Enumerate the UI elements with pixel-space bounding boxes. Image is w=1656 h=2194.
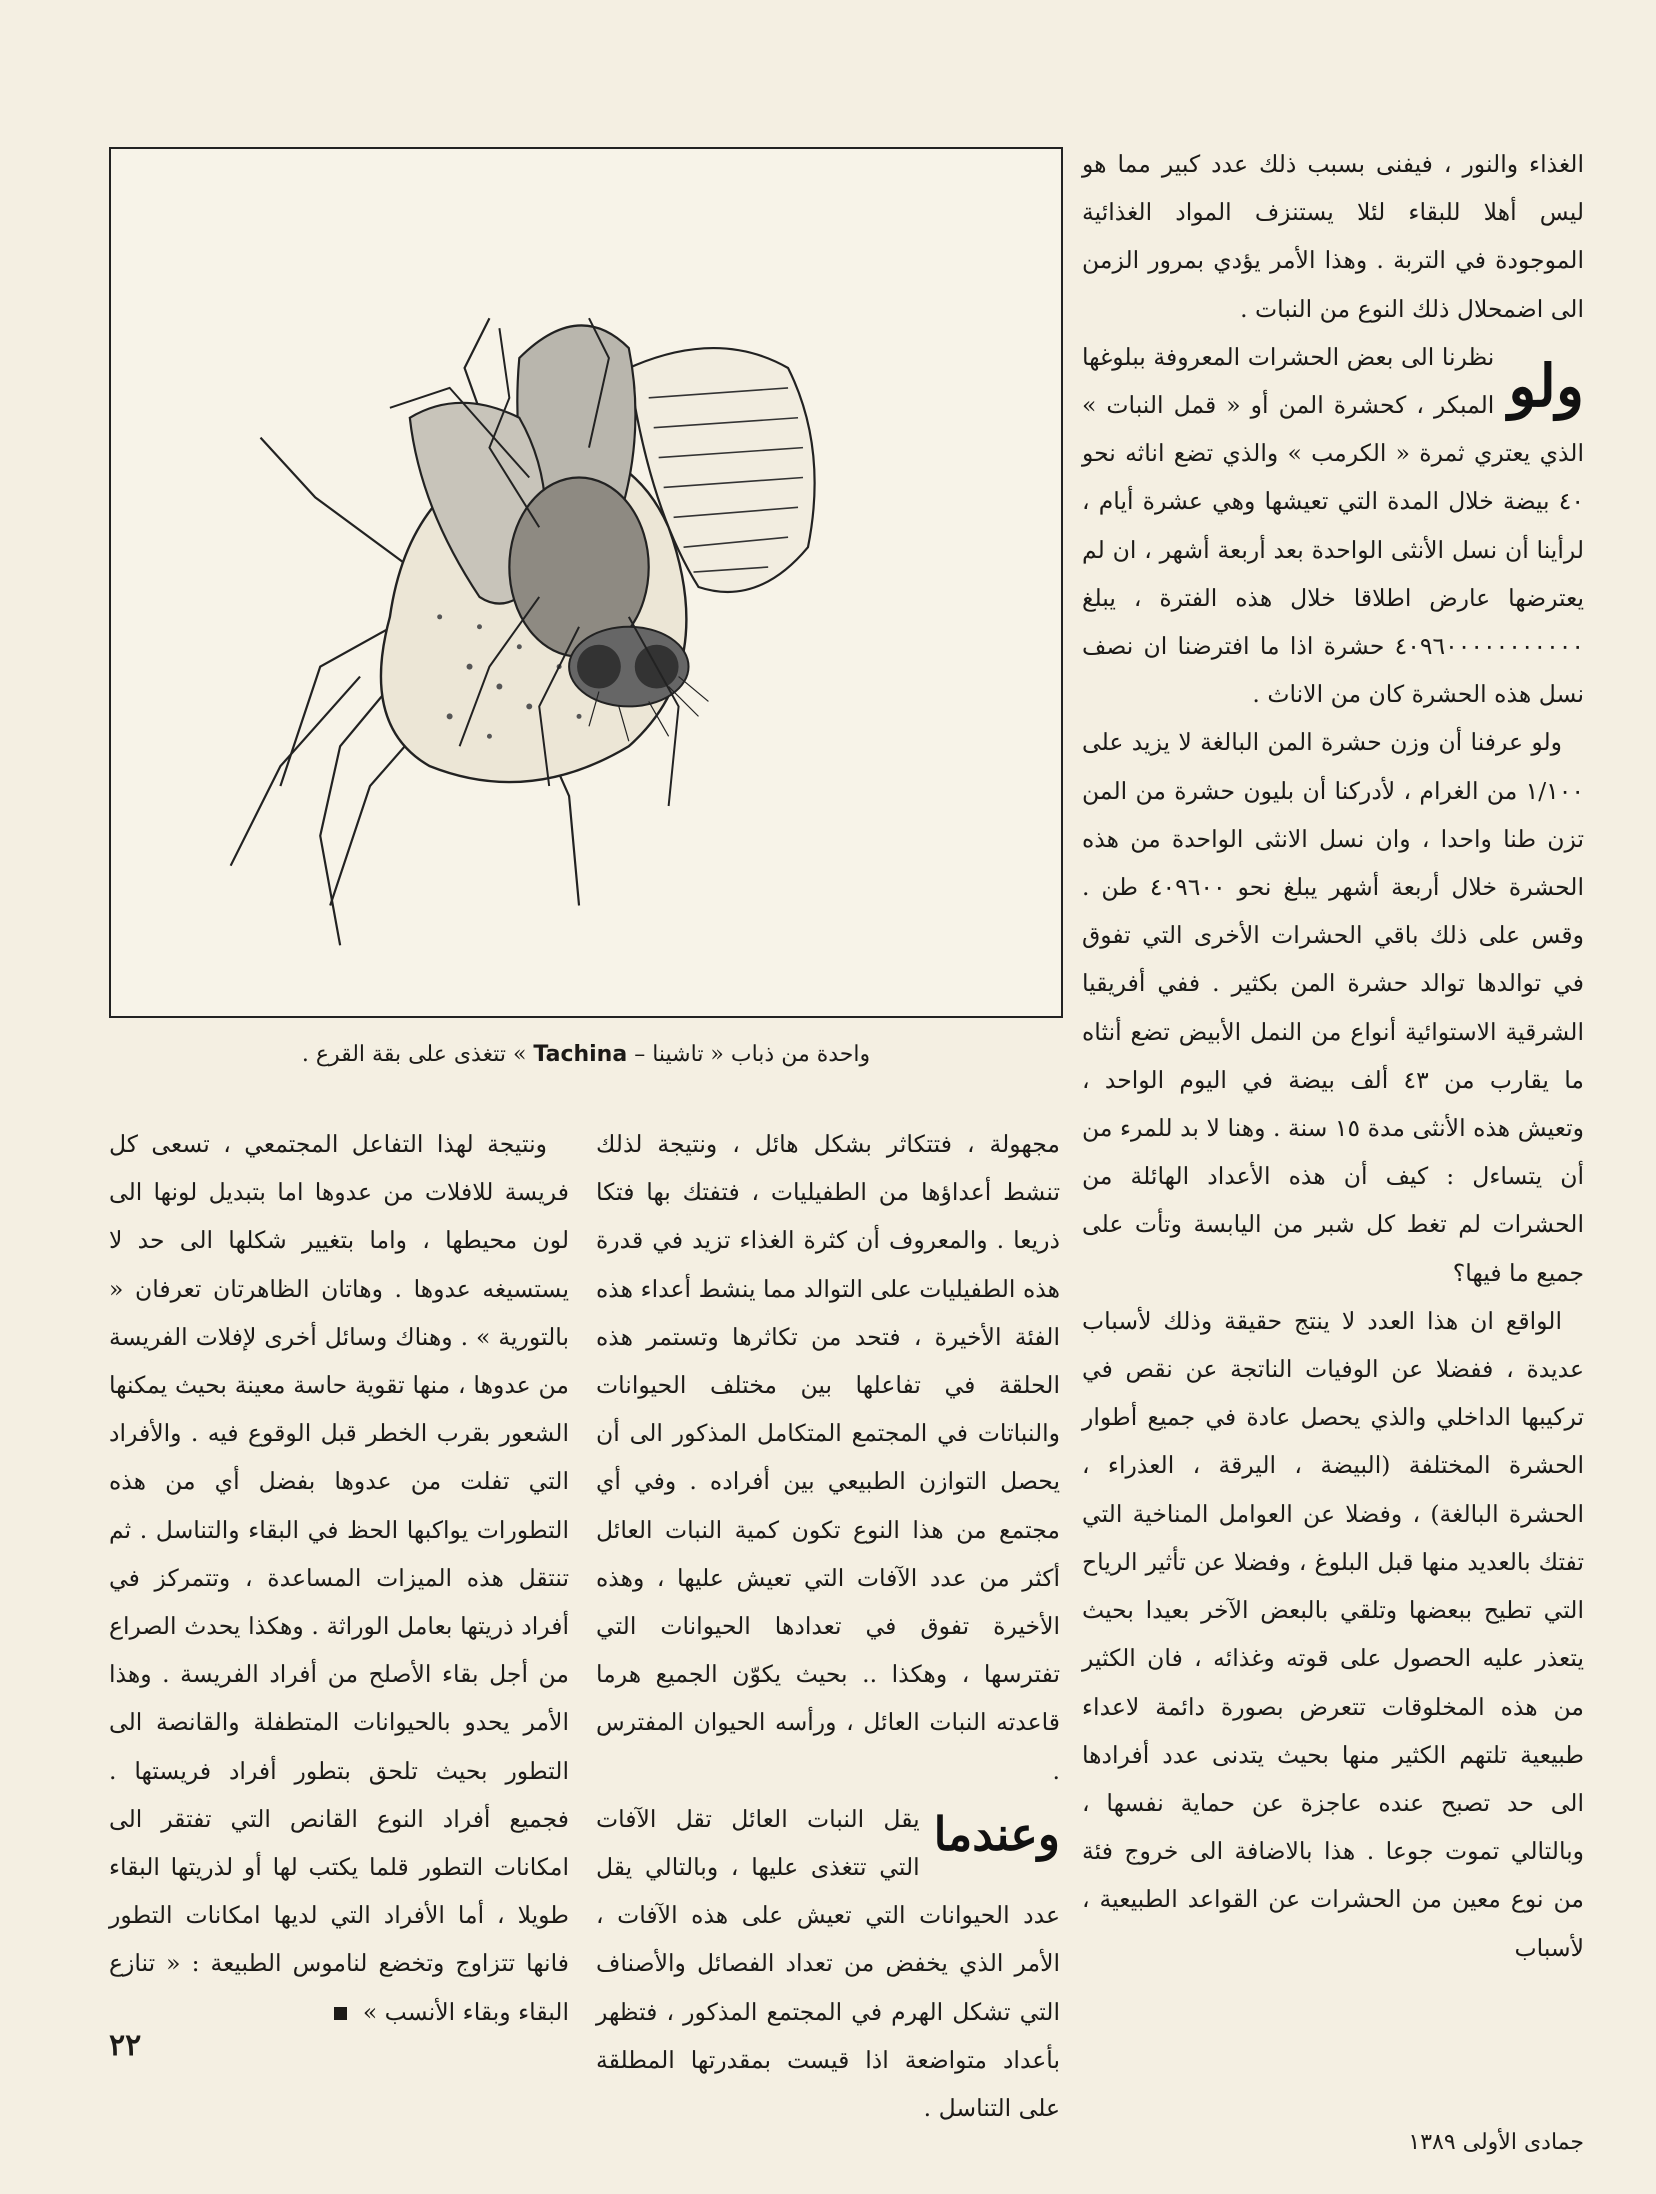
illustration-frame (109, 147, 1063, 1018)
paragraph-with-dropcap (1082, 333, 1584, 719)
caption-text-arabic-end: » تتغذى على بقة القرع . (301, 1042, 527, 1067)
middle-column (596, 1120, 1060, 2123)
page-number: ٢٢ (109, 2028, 142, 2063)
figure-caption (109, 1040, 1063, 1070)
left-column (109, 1120, 569, 2060)
paragraph-with-dropcap (596, 1795, 1060, 2132)
issue-date: جمادى الأولى ١٣٨٩ (1408, 2130, 1584, 2155)
paragraph: الواقع ان هذا العدد لا ينتج حقيقة وذلك لأسباب عديدة ، ففضلا عن الوفيات الناتجة عن نقص في تركيبها الداخلي والذي يحصل عادة في جميع أطوار الحشرة المختلفة (البيضة ، اليرقة ، العذراء ، الحشرة البالغة) ، وفضلا عن العوامل المناخية التي تفتك بالعديد منها قبل البلوغ ، وفضلا عن تأثير الرياح التي تطيح ببعضها وتلقي بالبعض الآخر بعيدا بحيث يتعذر عليه الحصول على قوته وغذائه ، فان الكثير من هذه المخلوقات تتعرض بصورة دائمة لاعداء طبيعية تلتهم الكثير منها بحيث يتدنى عدد أفرادها الى حد تصبح عنده عاجزة عن حماية نفسها ، وبالتالي تموت جوعا . هذا بالاضافة الى خروج فئة من نوع معين من الحشرات عن القواعد الطبيعية ، لأسباب (1082, 1306, 1584, 1962)
drop-cap-word: ولو (1508, 351, 1584, 420)
caption-text-arabic: واحدة من ذباب « تاشينا – (634, 1042, 871, 1067)
paragraph: مجهولة ، فتتكاثر بشكل هائل ، ونتيجة لذلك تنشط أعداؤها من الطفيليات ، فتفتك بها فتكا ذريعا . والمعروف أن كثرة الغذاء تزيد في قدرة هذه الطفيليات على التوالد مما ينشط أعداء هذه الفئة الأخيرة ، فتحد من تكاثرها وتستمر هذه الحلقة في تفاعلها بين مختلف الحيوانات والنباتات في المجتمع المتكامل المذكور الى أن يحصل التوازن الطبيعي بين أفراده . وفي أي مجتمع من هذا النوع تكون كمية النبات العائل أكثر من عدد الآفات التي تعيش عليها ، وهذه الأخيرة تفوق في تعدادها الحيوانات التي تفترسها ، وهكذا .. بحيث يكوّن الجميع هرما قاعدته النبات العائل ، ورأسه الحيوان المفترس . (596, 1130, 1060, 1785)
paragraph-text: نظرنا الى بعض الحشرات المعروفة ببلوغها المبكر ، كحشرة المن أو « قمل النبات » الذي يعتري ثمرة « الكرمب » والذي تضع اناثه نحو ٤٠ بيضة خلال المدة التي تعيشها وهي عشرة أيام ، لرأينا أن نسل الأنثى الواحدة بعد أربعة أشهر ، ان لم يعترضها عارض اطلاقا خلال هذه الفترة ، يبلغ ٤٠٩٦٠٠٠٠٠٠٠٠٠٠٠ حشرة اذا ما افترضنا ان نصف نسل هذه الحشرة كان من الاناث . (1082, 342, 1584, 709)
end-of-article-mark (334, 2007, 347, 2020)
drop-cap-word: وعندما (933, 1806, 1060, 1861)
paragraph: ولو عرفنا أن وزن حشرة المن البالغة لا يزيد على ١/١٠٠ من الغرام ، لأدركنا أن بليون حشرة من المن تزن طنا واحدا ، وان نسل الانثى الواحدة من هذه الحشرة خلال أربعة أشهر يبلغ نحو ٤٠٩٦٠٠ طن . وقس على ذلك باقي الحشرات الأخرى التي تفوق في توالدها توالد حشرة المن بكثير . ففي أفريقيا الشرقية الاستوائية أنواع من النمل الأبيض تضع أنثاه ما يقارب من ٤٣ ألف بيضة في اليوم الواحد ، وتعيش هذه الأنثى مدة ١٥ سنة . وهنا لا بد للمرء من أن يتساءل : كيف أن هذه الأعداد الهائلة من الحشرات لم تغط كل شبر من اليابسة وتأت على جميع ما فيها؟ (1082, 728, 1584, 1287)
caption-latin-name: Tachina (533, 1042, 628, 1067)
right-column (1082, 140, 1584, 2060)
paragraph: الغذاء والنور ، فيفنى بسبب ذلك عدد كبير مما هو ليس أهلا للبقاء لئلا يستنزف المواد الغذائية الموجودة في التربة . وهذا الأمر يؤدي بمرور الزمن الى اضمحلال ذلك النوع من النبات . (1082, 150, 1584, 323)
paragraph-text: يقل النبات العائل تقل الآفات التي تتغذى عليها ، وبالتالي يقل عدد الحيوانات التي تعيش على هذه الآفات ، الأمر الذي يخفض من تعداد الفصائل والأصناف التي تشكل الهرم في المجتمع المذكور ، فتظهر بأعداد متواضعة اذا قيست بمقدرتها المطلقة على التناسل . (596, 1804, 1060, 2123)
tachina-fly-illustration (111, 149, 1061, 1016)
paragraph-text: ونتيجة لهذا التفاعل المجتمعي ، تسعى كل فريسة للافلات من عدوها اما بتبديل لونها الى لون محيطها ، واما بتغيير شكلها الى حد لا يستسيغه عدوها . وهاتان الظاهرتان تعرفان « بالتورية » . وهناك وسائل أخرى لإفلات الفريسة من عدوها ، منها تقوية حاسة معينة بحيث يمكنها الشعور بقرب الخطر قبل الوقوع فيه . والأفراد التي تفلت من عدوها بفضل أي من هذه التطورات يواكبها الحظ في البقاء والتناسل . ثم تنتقل هذه الميزات المساعدة ، وتتمركز في أفراد ذريتها بعامل الوراثة . وهكذا يحدث الصراع من أجل بقاء الأصلح من أفراد الفريسة . وهذا الأمر يحدو بالحيوانات المتطفلة والقانصة الى التطور بحيث تلحق بتطور أفراد فريستها . فجميع أفراد النوع القانص التي تفتقر الى امكانات التطور قلما يكتب لها أو لذريتها البقاء طويلا ، أما الأفراد التي لديها امكانات التطور فانها تتزاوج وتخضع لناموس الطبيعة : « تنازع البقاء وبقاء الأنسب » (109, 1130, 569, 2026)
paragraph (109, 1120, 569, 2036)
